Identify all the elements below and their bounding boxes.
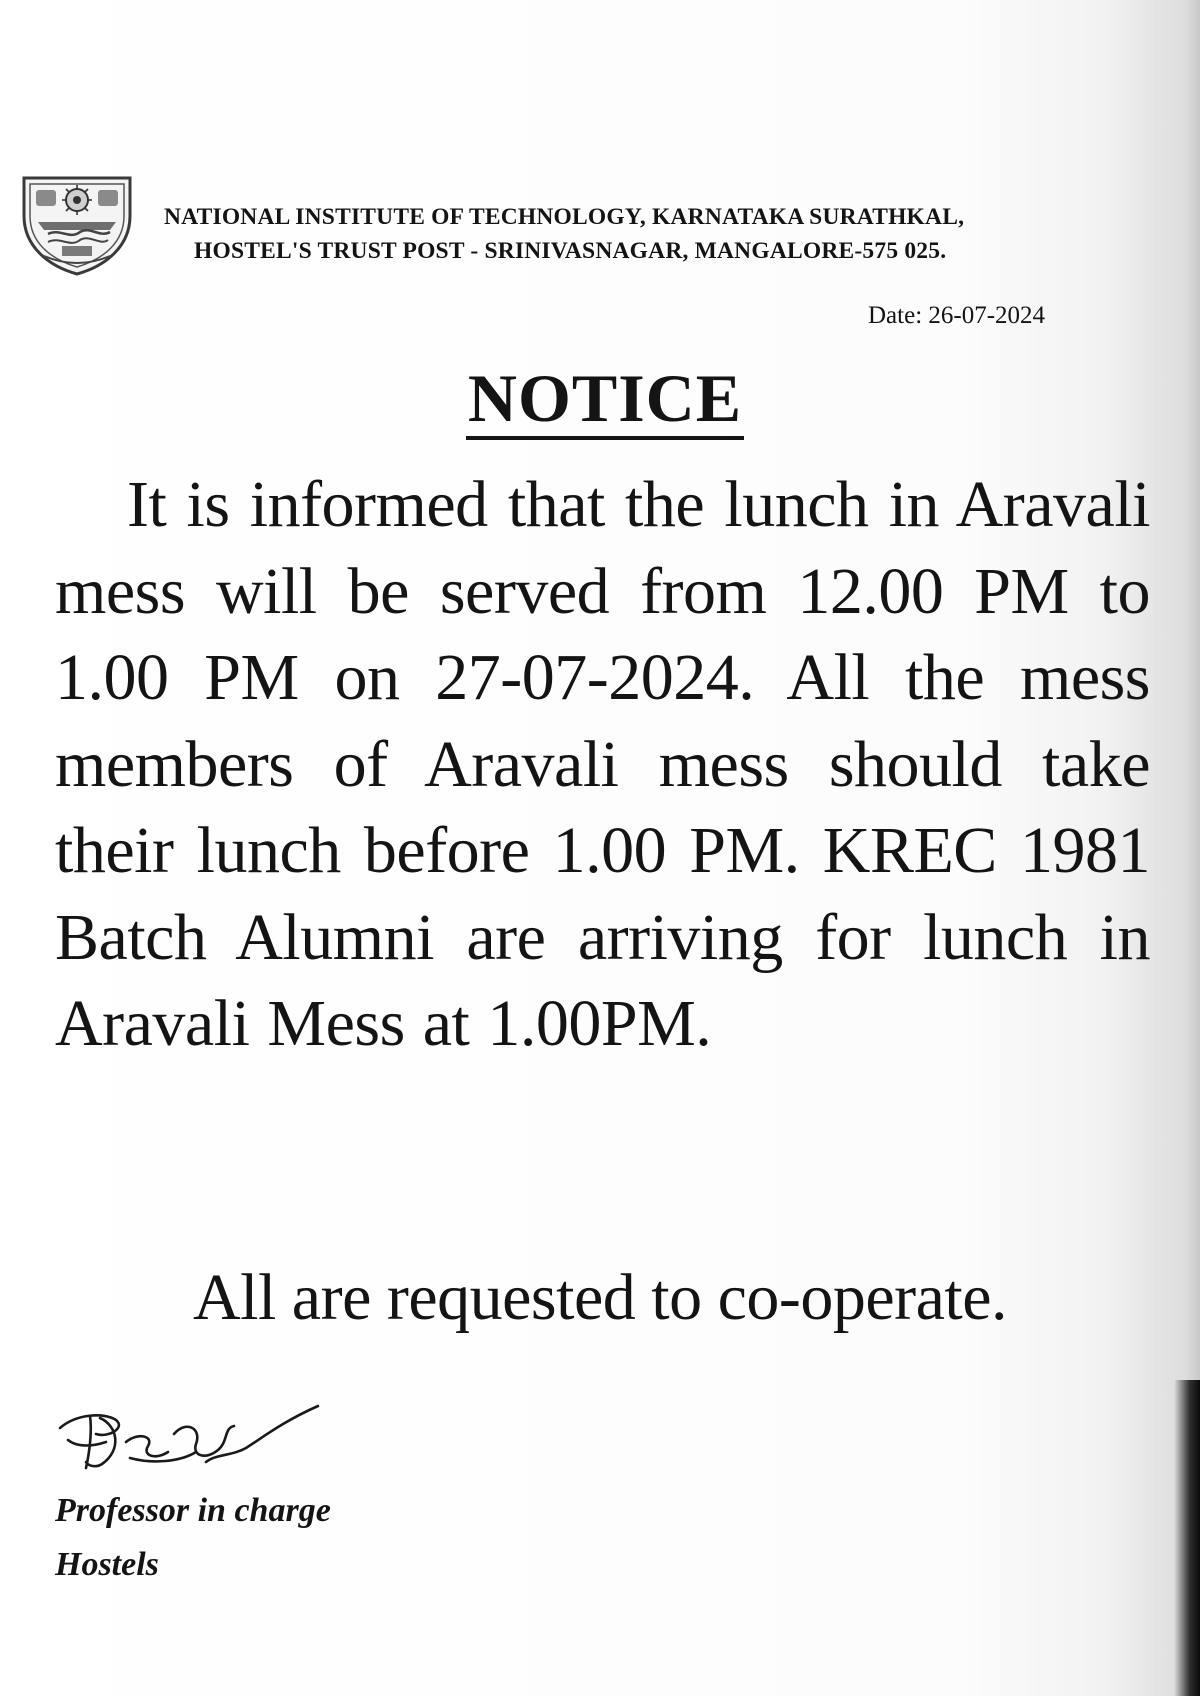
notice-body: It is informed that the lunch in Aravali mess will be served from 12.00 PM to 1.00 PM on 27-07-2024. All the mess members of Aravali mess should take their lunch before 1.00 PM. KREC 1981 Batch Alumni are arriving for lunch in Aravali Mess at 1.00PM.	[55, 468, 1150, 1060]
notice-title: NOTICE	[466, 360, 744, 440]
signatory	[55, 1484, 331, 1592]
closing-line: All are requested to co-operate.	[192, 1261, 1008, 1334]
institute-address: HOSTEL'S TRUST POST - SRINIVASNAGAR, MANGALORE-575 025.	[194, 238, 947, 264]
letterhead	[18, 170, 1168, 280]
signatory-designation: Professor in charge	[55, 1492, 331, 1529]
scan-edge-shade	[1186, 0, 1200, 1380]
institute-name: NATIONAL INSTITUTE OF TECHNOLOGY, KARNATAKA SURATHKAL,	[164, 204, 965, 230]
scan-edge-shadow	[1174, 1380, 1200, 1696]
handwritten-signature	[56, 1398, 326, 1484]
signatory-department: Hostels	[55, 1546, 159, 1583]
notice-title-wrapper	[0, 360, 1200, 440]
institute-crest-icon	[18, 170, 136, 276]
institute-details	[164, 200, 1164, 268]
notice-date: Date: 26-07-2024	[868, 302, 1046, 329]
